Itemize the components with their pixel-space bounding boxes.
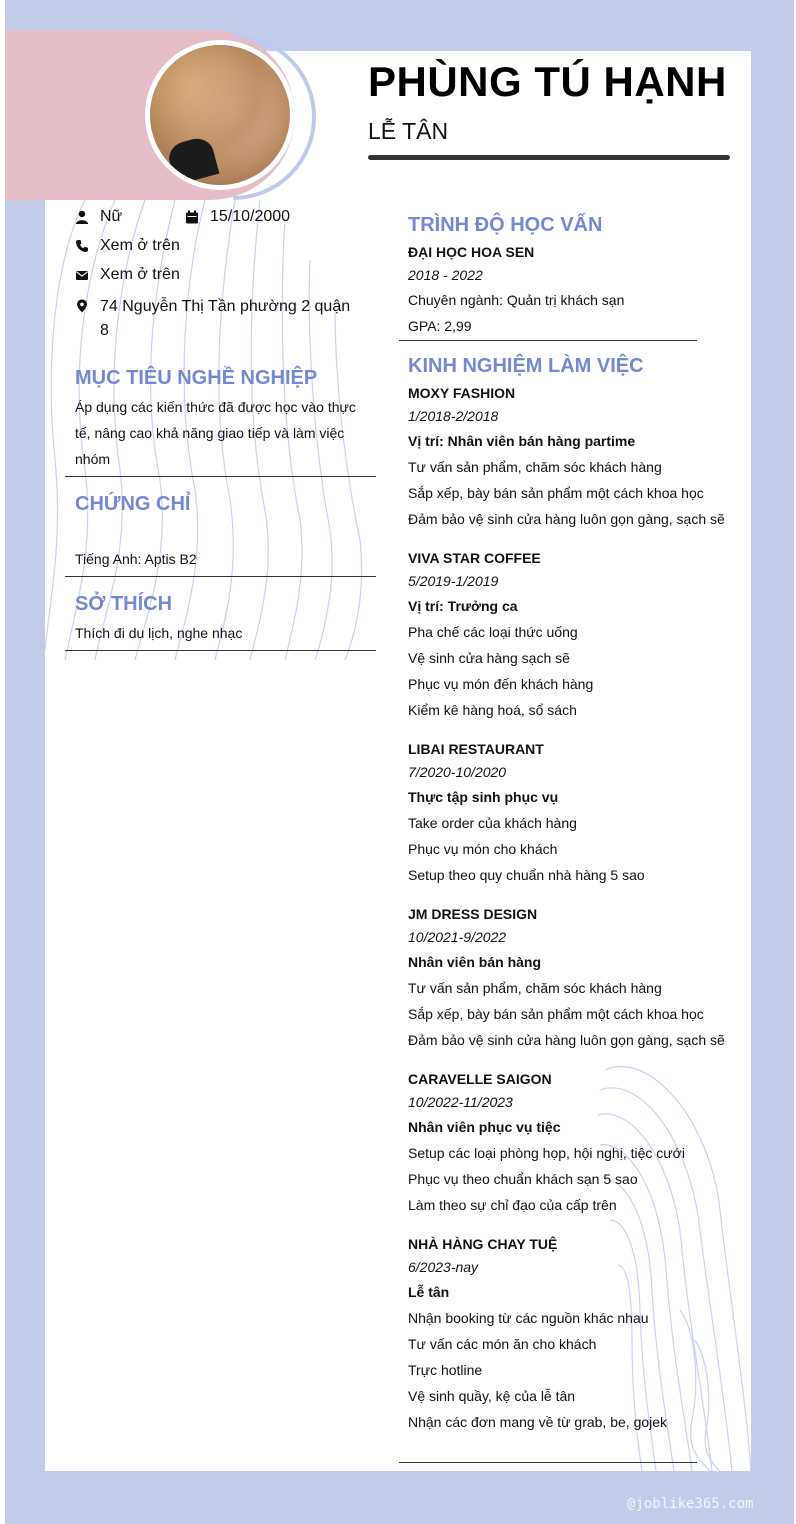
job-task: Sắp xếp, bày bán sản phẩm một cách khoa học xyxy=(408,485,704,501)
job-task: Tư vấn các món ăn cho khách xyxy=(408,1336,597,1352)
education-divider xyxy=(399,340,697,341)
job-position: Thực tập sinh phục vụ xyxy=(408,789,559,805)
job-period: 10/2021-9/2022 xyxy=(408,929,507,945)
job-task: Nhận các đơn mang về từ grab, be, gojek xyxy=(408,1414,668,1430)
job-task: Phục vụ món đến khách hàng xyxy=(408,676,594,692)
watermark: @joblike365.com xyxy=(627,1496,754,1512)
job-position: Vị trí: Trưởng ca xyxy=(408,598,518,614)
calendar-icon xyxy=(185,210,199,224)
education-major: Chuyên ngành: Quản trị khách sạn xyxy=(408,292,625,308)
cv-paper xyxy=(45,51,751,1471)
certificates-divider xyxy=(65,576,376,577)
dob-value: 15/10/2000 xyxy=(210,208,291,225)
gender-row xyxy=(75,208,122,226)
job-task: Vệ sinh cửa hàng sạch sẽ xyxy=(408,650,570,666)
job-task: Sắp xếp, bày bán sản phẩm một cách khoa học xyxy=(408,1006,704,1022)
job-task: Trực hotline xyxy=(408,1362,483,1378)
job-period: 7/2020-10/2020 xyxy=(408,764,507,780)
person-icon xyxy=(75,210,89,224)
objective-line-3: nhóm xyxy=(75,451,111,467)
gender-value: Nữ xyxy=(100,208,123,225)
education-school: ĐẠI HỌC HOA SEN xyxy=(408,244,535,260)
map-pin-icon xyxy=(75,299,89,313)
objective-line-1: Áp dụng các kiến thức đã được học vào thực xyxy=(75,399,356,415)
candidate-name: PHÙNG TÚ HẠNH xyxy=(368,58,727,105)
education-gpa: GPA: 2,99 xyxy=(408,318,472,334)
candidate-title: LỄ TÂN xyxy=(368,118,449,144)
education-period: 2018 - 2022 xyxy=(408,267,483,283)
email-value: Xem ở trên xyxy=(100,266,180,283)
job-period: 10/2022-11/2023 xyxy=(408,1094,513,1110)
job-company: LIBAI RESTAURANT xyxy=(408,741,544,757)
job-company: VIVA STAR COFFEE xyxy=(408,550,541,566)
job-task: Take order của khách hàng xyxy=(408,815,577,831)
email-row xyxy=(75,266,180,284)
job-company: CARAVELLE SAIGON xyxy=(408,1071,552,1087)
job-task: Tư vấn sản phẩm, chăm sóc khách hàng xyxy=(408,459,662,475)
education-title: TRÌNH ĐỘ HỌC VẤN xyxy=(408,214,603,236)
job-position: Vị trí: Nhân viên bán hàng partime xyxy=(408,433,636,449)
job-period: 5/2019-1/2019 xyxy=(408,573,499,589)
phone-value: Xem ở trên xyxy=(100,237,180,254)
job-task: Đảm bảo vệ sinh cửa hàng luôn gọn gàng, sạch sẽ xyxy=(408,1032,725,1048)
job-company: MOXY FASHION xyxy=(408,385,516,401)
job-task: Phục vụ món cho khách xyxy=(408,841,558,857)
job-company: NHÀ HÀNG CHAY TUỆ xyxy=(408,1236,558,1252)
hobbies-divider xyxy=(65,650,376,651)
job-position: Nhân viên bán hàng xyxy=(408,954,542,970)
objective-title: MỤC TIÊU NGHỀ NGHIỆP xyxy=(75,367,318,389)
objective-divider xyxy=(65,476,376,477)
job-task: Setup các loại phòng họp, hội nghị, tiệc cưới xyxy=(408,1145,685,1161)
phone-icon xyxy=(75,239,89,253)
job-period: 6/2023-nay xyxy=(408,1259,479,1275)
mail-icon xyxy=(75,268,89,282)
address-row xyxy=(75,295,350,343)
avatar xyxy=(145,40,295,190)
objective-line-2: tế, nâng cao khả năng giao tiếp và làm việc xyxy=(75,425,345,441)
address-line-1: 74 Nguyễn Thị Tần phường 2 quận xyxy=(100,298,351,315)
job-company: JM DRESS DESIGN xyxy=(408,906,538,922)
objective-text xyxy=(75,394,356,472)
job-task: Tư vấn sản phẩm, chăm sóc khách hàng xyxy=(408,980,662,996)
job-task: Phục vụ theo chuẩn khách sạn 5 sao xyxy=(408,1171,638,1187)
phone-row xyxy=(75,237,180,255)
job-task: Vệ sinh quầy, kệ của lễ tân xyxy=(408,1388,576,1404)
dob-row xyxy=(185,208,290,226)
job-position: Lễ tân xyxy=(408,1284,450,1300)
job-position: Nhân viên phục vụ tiệc xyxy=(408,1119,561,1135)
experience-divider xyxy=(399,1462,697,1463)
hobbies-item: Thích đi du lịch, nghe nhạc xyxy=(75,625,243,641)
job-task: Pha chế các loại thức uống xyxy=(408,624,578,640)
job-task: Làm theo sự chỉ đạo của cấp trên xyxy=(408,1197,617,1213)
certificates-title: CHỨNG CHỈ xyxy=(75,493,191,515)
title-underline xyxy=(368,155,730,160)
job-task: Nhận booking từ các nguồn khác nhau xyxy=(408,1310,649,1326)
job-period: 1/2018-2/2018 xyxy=(408,408,499,424)
hobbies-title: SỞ THÍCH xyxy=(75,593,173,615)
experience-title: KINH NGHIỆM LÀM VIỆC xyxy=(408,355,644,377)
job-task: Đảm bảo vệ sinh cửa hàng luôn gọn gàng, sạch sẽ xyxy=(408,511,725,527)
job-task: Setup theo quy chuẩn nhà hàng 5 sao xyxy=(408,867,645,883)
job-task: Kiểm kê hàng hoá, sổ sách xyxy=(408,702,577,718)
address-line-2: 8 xyxy=(100,322,109,339)
certificate-item: Tiếng Anh: Aptis B2 xyxy=(75,551,197,567)
